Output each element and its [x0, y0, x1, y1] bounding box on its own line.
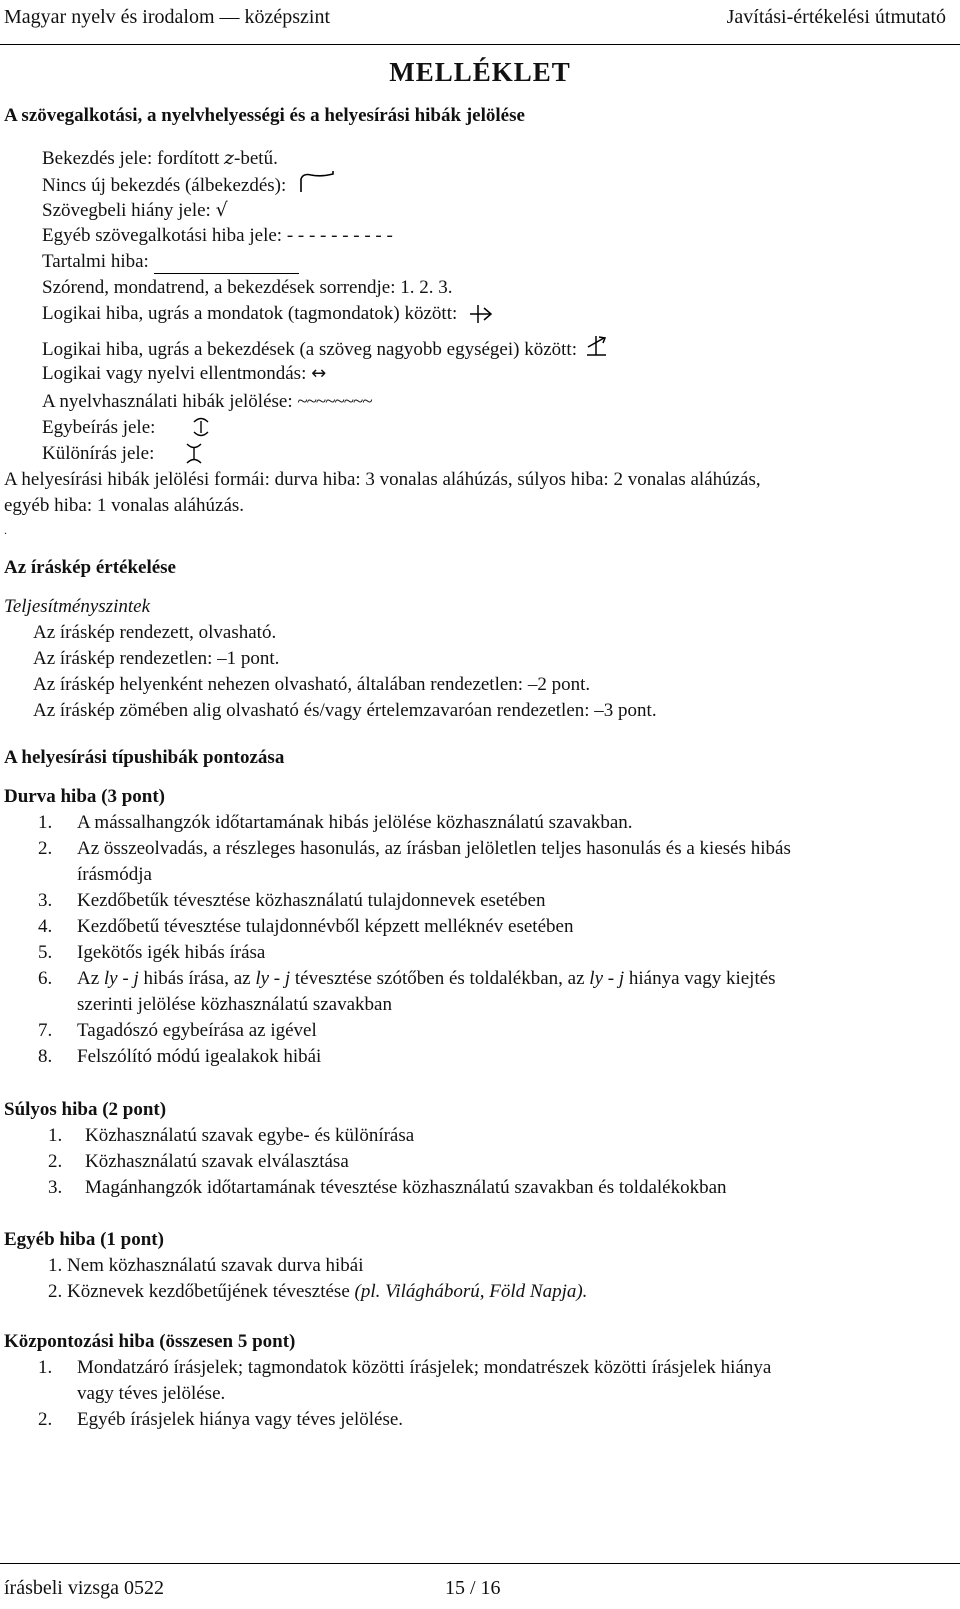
header-subject: Magyar nyelv és irodalom — középszint: [4, 6, 331, 28]
mark-tartalmi: Tartalmi hiba:: [42, 249, 299, 275]
durva-item: Kezdőbetűk tévesztése közhasználatú tulajdonnevek esetében: [77, 890, 546, 911]
double-arrow-icon: ↔: [311, 363, 327, 384]
egyeb-item: 2. Köznevek kezdőbetűjének tévesztése (pl. Világháború, Föld Napja).: [48, 1281, 588, 1302]
join-mark-icon: [190, 416, 212, 438]
stray-dot: .: [4, 523, 7, 537]
sulyos-heading: Súlyos hiba (2 pont): [4, 1099, 167, 1120]
mark-nyelvhasznalati: A nyelvhasználati hibák jelölése: ~~~~~~~~: [42, 391, 372, 412]
mark-szorend: Szórend, mondatrend, a bekezdések sorrendje: 1. 2. 3.: [42, 277, 453, 298]
egyeb-heading: Egyéb hiba (1 pont): [4, 1229, 164, 1250]
helyesirasi-formai-2: egyéb hiba: 1 vonalas aláhúzás.: [4, 495, 245, 516]
footer-page-number: 15 / 16: [445, 1577, 501, 1599]
durva-item: Az összeolvadás, a részleges hasonulás, az írásban jelöletlen teljes hasonulás és a kiesés hibás: [77, 838, 791, 859]
sulyos-item: Közhasználatú szavak egybe- és különírása: [85, 1125, 415, 1146]
mark-kuloniras: Különírás jele:: [42, 441, 205, 467]
separate-mark-icon: [183, 442, 205, 464]
egyeb-item: 1. Nem közhasználatú szavak durva hibái: [48, 1255, 364, 1276]
footer-exam-id: írásbeli vizsga 0522: [4, 1577, 164, 1599]
helyesirasi-formai-1: A helyesírási hibák jelölési formái: durva hiba: 3 vonalas aláhúzás, súlyos hiba: 2 vonalas aláhúzás,: [4, 469, 761, 490]
mark-logikai-mondat: Logikai hiba, ugrás a mondatok (tagmondatok) között:: [42, 301, 496, 327]
iraskep-item: Az íráskép rendezett, olvasható.: [33, 622, 277, 643]
durva-item-cont: írásmódja: [77, 864, 152, 885]
iraskep-item: Az íráskép rendezetlen: –1 pont.: [33, 648, 280, 669]
durva-item: A mássalhangzók időtartamának hibás jelölése közhasználatú szavakban.: [77, 812, 633, 833]
dashed-line-icon: - - - - - - - - - -: [286, 225, 393, 246]
kozpontozasi-item: Mondatzáró írásjelek; tagmondatok közötti írásjelek; mondatrészek közötti írásjelek hiánya: [77, 1357, 772, 1378]
alb-bekezdes-icon: [297, 171, 339, 193]
mark-nincs-uj: Nincs új bekezdés (álbekezdés):: [42, 171, 339, 199]
iraskep-item: Az íráskép helyenként nehezen olvasható, általában rendezetlen: –2 pont.: [33, 674, 591, 695]
durva-item: Az ly - j hibás írása, az ly - j tévesztése szótőben és toldalékban, az ly - j hiánya vagy kiejtés: [77, 968, 776, 989]
durva-item: Felszólító módú igealakok hibái: [77, 1046, 322, 1067]
durva-item: Tagadószó egybeírása az igével: [77, 1020, 317, 1041]
durva-item-cont: szerinti jelölése közhasználatú szavakban: [77, 994, 392, 1015]
page-title: MELLÉKLET: [389, 57, 571, 87]
sulyos-item: Magánhangzók időtartamának tévesztése közhasználatú szavakban és toldalékokban: [85, 1177, 727, 1198]
durva-item: Kezdőbetű tévesztése tulajdonnévből képzett melléknév esetében: [77, 916, 574, 937]
mark-logikai-bekezdes: Logikai hiba, ugrás a bekezdések (a szöveg nagyobb egységei) között:: [42, 333, 610, 363]
iraskep-item: Az íráskép zömében alig olvasható és/vagy értelemzavaróan rendezetlen: –3 pont.: [33, 700, 657, 721]
sulyos-item: Közhasználatú szavak elválasztása: [85, 1151, 349, 1172]
mark-ellentmondas: Logikai vagy nyelvi ellentmondás: ↔: [42, 363, 327, 384]
marks-heading: A szövegalkotási, a nyelvhelyességi és a helyesírási hibák jelölése: [4, 105, 525, 126]
pontozas-heading: A helyesírási típushibák pontozása: [4, 747, 285, 768]
crossed-arrow-icon: [466, 302, 496, 324]
page-header: [0, 0, 960, 45]
mark-bekezdes: Bekezdés jele: fordított z-betű.: [42, 147, 278, 169]
wavy-line-icon: ~~~~~~~~: [297, 391, 372, 412]
mark-egybeiras: Egybeírás jele:: [42, 415, 212, 441]
iraskep-subheading: Teljesítményszintek: [4, 596, 150, 617]
mark-egyeb: Egyéb szövegalkotási hiba jele: - - - - - - - - - -: [42, 225, 393, 246]
kozpontozasi-heading: Központozási hiba (összesen 5 pont): [4, 1331, 296, 1352]
durva-item: Igekötős igék hibás írása: [77, 942, 266, 963]
paragraph-jump-icon: [584, 333, 610, 359]
kozpontozasi-item: Egyéb írásjelek hiánya vagy téves jelölése.: [77, 1409, 404, 1430]
durva-heading: Durva hiba (3 pont): [4, 786, 165, 807]
underline-mark-icon: [154, 272, 299, 274]
footer-rule: [0, 1563, 960, 1564]
iraskep-heading: Az íráskép értékelése: [4, 557, 176, 578]
check-icon: √: [215, 199, 228, 221]
mark-hiany: Szövegbeli hiány jele: √: [42, 199, 228, 221]
header-doc-type: Javítási-értékelési útmutató: [726, 6, 946, 28]
kozpontozasi-item-cont: vagy téves jelölése.: [77, 1383, 226, 1404]
